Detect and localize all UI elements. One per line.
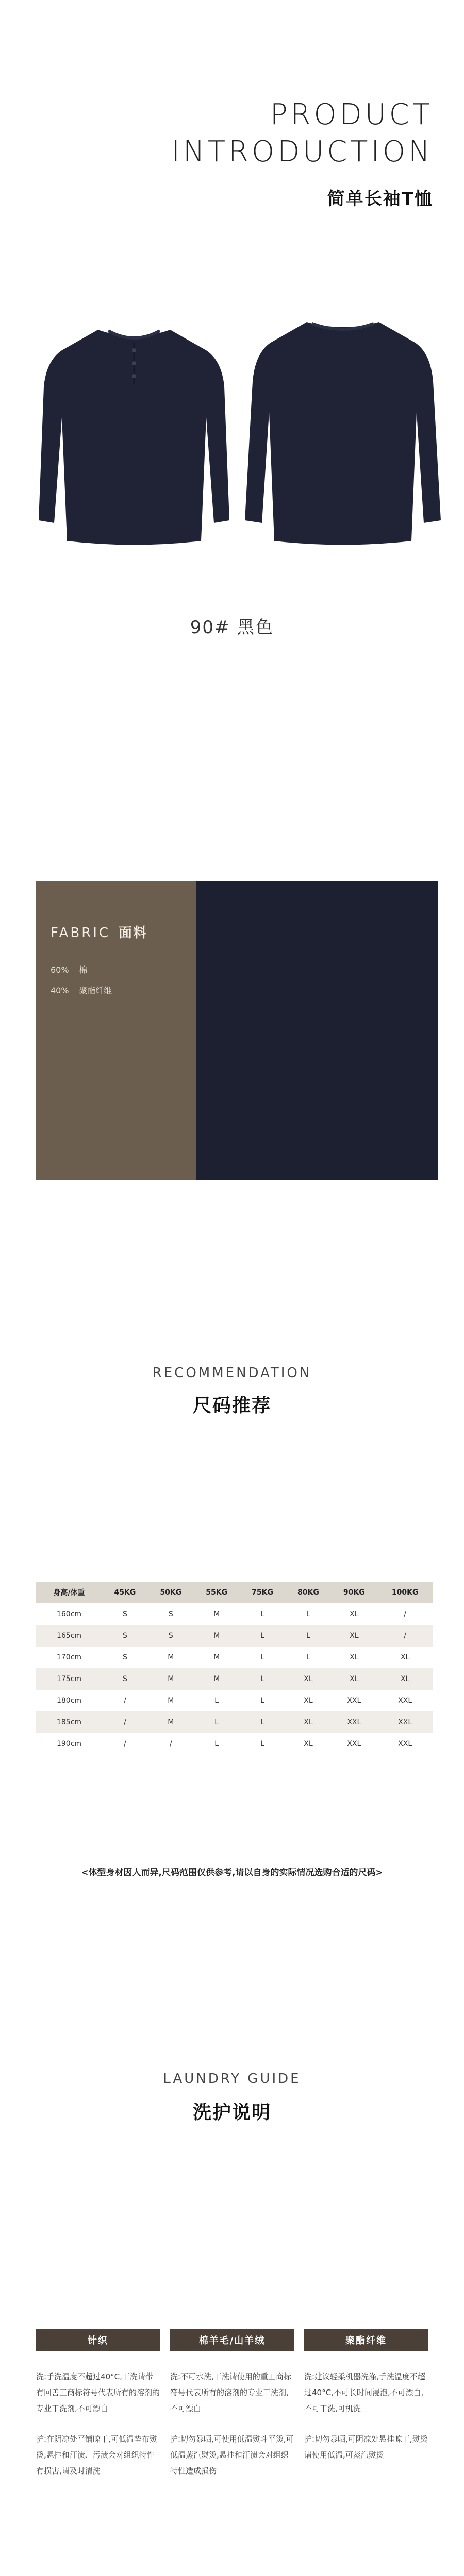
care-card-text [36, 2369, 160, 2479]
size-table-cell: / [102, 1711, 148, 1733]
size-table-cell: XL [286, 1711, 332, 1733]
size-table-cell: 175cm [36, 1668, 102, 1690]
size-table-cell: S [148, 1625, 194, 1647]
fabric-material: 聚酯纤维 [79, 986, 112, 995]
size-table-row [36, 1668, 433, 1690]
size-table [36, 1582, 433, 1755]
size-table-cell: S [168, 1610, 173, 1618]
size-table-cell: 180cm [56, 1697, 82, 1705]
size-table-cell: 190cm [56, 1740, 82, 1748]
size-table-cell: M [168, 1697, 174, 1705]
size-table-header: 45KG [102, 1582, 148, 1603]
recommendation-title-en: RECOMMENDATION [152, 1365, 312, 1381]
size-table-cell: S [102, 1668, 148, 1690]
size-table-cell: XL [286, 1668, 332, 1690]
size-table-cell: L [214, 1740, 219, 1748]
care-card [304, 2329, 428, 2478]
shirt-back-image [242, 309, 443, 551]
size-table-cell: XL [377, 1668, 433, 1690]
size-table-cell: XXL [398, 1740, 412, 1748]
size-table-header: 80KG [286, 1582, 332, 1603]
size-table-cell: L [286, 1625, 332, 1647]
product-name: 简单长袖T恤 [327, 189, 433, 209]
fabric-title-en: FABRIC [51, 925, 111, 941]
size-table-row [36, 1690, 433, 1711]
title-line-2: INTRODUCTION [171, 135, 433, 168]
care-maintain-text: 护:切勿暴晒,可使用低温熨斗平烫,可低温蒸汽熨烫,悬挂和汗渍会对组织特性造成损伤 [170, 2434, 294, 2476]
laundry-title-en: LAUNDRY GUIDE [163, 2071, 301, 2087]
size-table-body [36, 1603, 433, 1755]
size-table-cell: XL [331, 1625, 377, 1647]
fabric-swatch-image [196, 881, 438, 1180]
size-table-cell: L [260, 1610, 264, 1618]
size-table-cell: M [148, 1711, 194, 1733]
recommendation-title-cn: 尺码推荐 [192, 1395, 271, 1416]
size-table-cell: XL [331, 1668, 377, 1690]
care-maintain-text: 护:在阴凉处平铺晾干,可低温垫布熨烫,悬挂和汗渍、污渍会对组织特性有损害,请及时清洗 [36, 2434, 157, 2476]
size-table-cell: M [194, 1668, 240, 1690]
size-table-cell: L [240, 1625, 286, 1647]
fabric-percent: 60% [51, 965, 69, 975]
care-card-title: 棉羊毛/山羊绒 [170, 2329, 294, 2351]
size-table-cell: M [168, 1653, 174, 1662]
care-card-title: 聚酯纤维 [304, 2329, 428, 2351]
size-table-cell: L [240, 1668, 286, 1690]
laundry-title-cn: 洗护说明 [192, 2102, 271, 2123]
size-table-cell: XL [350, 1610, 359, 1618]
size-table-row [36, 1647, 433, 1668]
size-note: <体型身材因人而异,尺码范围仅供参考,请以自身的实际情况选购合适的尺码> [81, 1868, 383, 1878]
care-card-title: 针织 [36, 2329, 160, 2351]
care-maintain-text: 护:切勿暴晒,可阴凉处悬挂晾干,熨烫请使用低温,可蒸汽熨烫 [304, 2434, 428, 2460]
title-line-1: PRODUCT [270, 98, 433, 131]
size-table-cell: XXL [398, 1697, 412, 1705]
care-wash-text: 洗:建议轻柔机器洗涤,手洗温度不超过40°C,不可长时间浸泡,不可漂白,不可干洗,可机洗 [304, 2372, 425, 2413]
size-table-cell: XXL [347, 1740, 361, 1748]
size-table-header-row [36, 1582, 433, 1603]
size-table-cell: S [123, 1610, 127, 1618]
size-table-row [36, 1625, 433, 1647]
size-table-cell: L [240, 1711, 286, 1733]
size-table-header: 90KG [331, 1582, 377, 1603]
size-table-cell: / [377, 1625, 433, 1647]
size-table-cell: S [102, 1625, 148, 1647]
care-wash-text: 洗:不可水洗,干洗请使用的重工商标符号代表所有的溶剂的专业干洗剂,不可漂白 [170, 2372, 291, 2413]
care-wash-text: 洗:手洗温度不超过40°C,干洗请带有回善工商标符号代表所有的溶剂的专业干洗剂,不可漂白 [36, 2372, 160, 2413]
size-table-cell: 185cm [36, 1711, 102, 1733]
size-table-cell: 165cm [36, 1625, 102, 1647]
size-table-cell: / [124, 1740, 126, 1748]
fabric-row [51, 963, 87, 975]
size-table-cell: L [260, 1653, 264, 1662]
size-table-header: 身高/体重 [36, 1582, 102, 1603]
size-table-row [36, 1603, 433, 1625]
size-table-cell: L [260, 1697, 264, 1705]
size-table-cell: L [194, 1711, 240, 1733]
size-table-cell: 170cm [56, 1653, 82, 1662]
fabric-percent: 40% [51, 986, 69, 995]
care-card-text [304, 2369, 428, 2463]
size-table-cell: M [213, 1610, 220, 1618]
size-table-cell: L [306, 1610, 310, 1618]
size-table-header: 55KG [194, 1582, 240, 1603]
fabric-title-cn: 面料 [119, 925, 148, 941]
size-table-cell: M [148, 1668, 194, 1690]
size-table-cell: XL [304, 1697, 313, 1705]
care-card [36, 2329, 160, 2494]
fabric-row [51, 984, 112, 996]
fabric-material: 棉 [79, 965, 88, 975]
size-table-row [36, 1711, 433, 1733]
size-table-row [36, 1733, 433, 1755]
size-table-cell: XL [400, 1653, 410, 1662]
size-table-header: 50KG [148, 1582, 194, 1603]
care-card [170, 2329, 294, 2494]
size-table-cell: XXL [347, 1697, 361, 1705]
care-card-text [170, 2369, 294, 2479]
size-table-cell: M [213, 1653, 220, 1662]
size-table-cell: L [260, 1740, 264, 1748]
size-table-header: 75KG [240, 1582, 286, 1603]
size-table-cell: S [123, 1653, 127, 1662]
shirt-front-image [36, 314, 232, 551]
color-label: 90# 黑色 [190, 617, 274, 638]
fabric-title [51, 922, 147, 941]
size-table-cell: M [194, 1625, 240, 1647]
size-table-cell: XL [350, 1653, 359, 1662]
size-table-cell: XL [304, 1740, 313, 1748]
size-table-cell: XXL [331, 1711, 377, 1733]
size-table-cell: / [169, 1740, 172, 1748]
size-table-cell: 160cm [56, 1610, 82, 1618]
size-table-cell: / [404, 1610, 406, 1618]
size-table-cell: L [214, 1697, 219, 1705]
size-table-cell: L [306, 1653, 310, 1662]
size-table-cell: XXL [377, 1711, 433, 1733]
size-table-cell: / [124, 1697, 126, 1705]
size-table-header: 100KG [377, 1582, 433, 1603]
